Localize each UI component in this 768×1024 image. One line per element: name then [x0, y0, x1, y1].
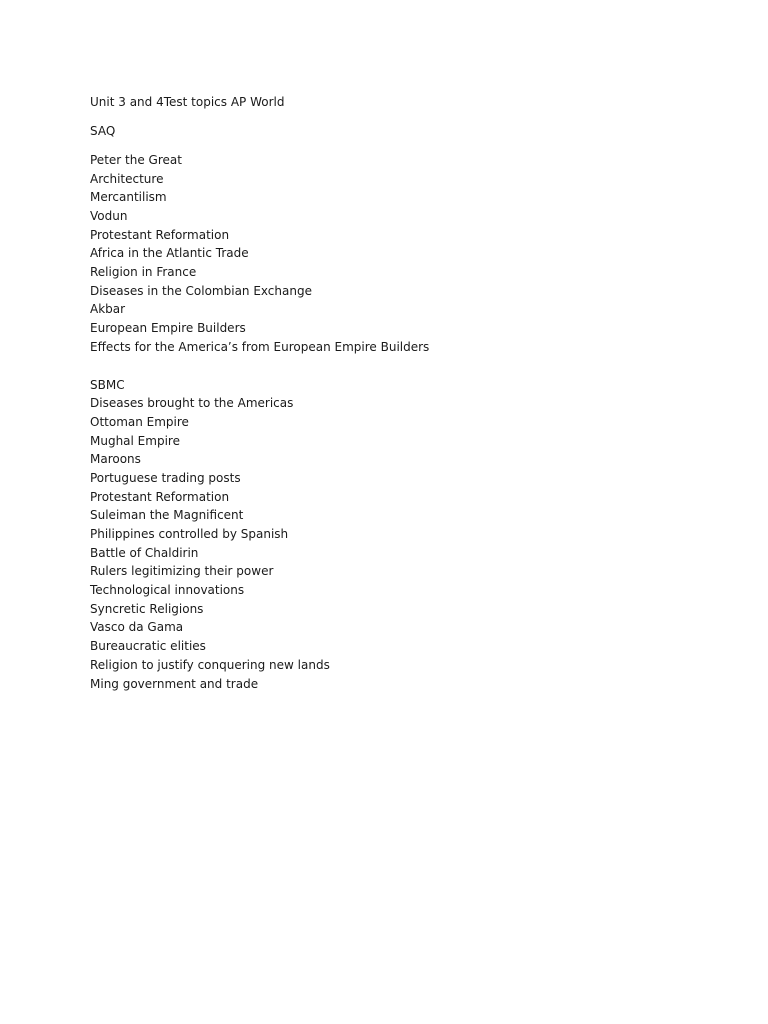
sbmc-list: [90, 394, 690, 693]
sbmc-item: Vasco da Gama: [90, 620, 184, 635]
sbmc-item: Religion to justify conquering new lands: [90, 657, 330, 672]
sbmc-item: Bureaucratic elities: [90, 639, 206, 654]
sbmc-item: Syncretic Religions: [90, 601, 204, 616]
saq-item: Peter the Great: [90, 152, 182, 167]
sbmc-item: Protestant Reformation: [90, 489, 230, 504]
sbmc-heading: SBMC: [90, 377, 125, 392]
sbmc-item: Ming government and trade: [90, 676, 259, 691]
sbmc-item: Ottoman Empire: [90, 414, 189, 429]
sbmc-item: Mughal Empire: [90, 433, 180, 448]
saq-item: Mercantilism: [90, 190, 167, 205]
sbmc-item: Rulers legitimizing their power: [90, 564, 274, 579]
saq-heading: SAQ: [90, 123, 116, 138]
sbmc-item: Maroons: [90, 452, 141, 467]
saq-item: Diseases in the Colombian Exchange: [90, 283, 312, 298]
saq-item: Africa in the Atlantic Trade: [90, 246, 249, 261]
saq-item: Religion in France: [90, 265, 197, 280]
blank-line: [90, 357, 690, 376]
saq-list: [90, 151, 690, 357]
sbmc-item: Portuguese trading posts: [90, 470, 241, 485]
document-body: [90, 93, 690, 693]
sbmc-item: Suleiman the Magnificent: [90, 508, 244, 523]
document-title: Unit 3 and 4Test topics AP World: [90, 95, 285, 109]
saq-item: Effects for the America’s from European Empire Builders: [90, 339, 430, 354]
saq-item: Vodun: [90, 209, 128, 224]
sbmc-item: Battle of Chaldirin: [90, 545, 199, 560]
sbmc-item: Diseases brought to the Americas: [90, 396, 294, 411]
sbmc-item: Technological innovations: [90, 583, 245, 598]
saq-item: European Empire Builders: [90, 321, 246, 336]
saq-item: Architecture: [90, 171, 164, 186]
sbmc-item: Philippines controlled by Spanish: [90, 527, 289, 542]
saq-item: Akbar: [90, 302, 126, 317]
saq-item: Protestant Reformation: [90, 227, 230, 242]
